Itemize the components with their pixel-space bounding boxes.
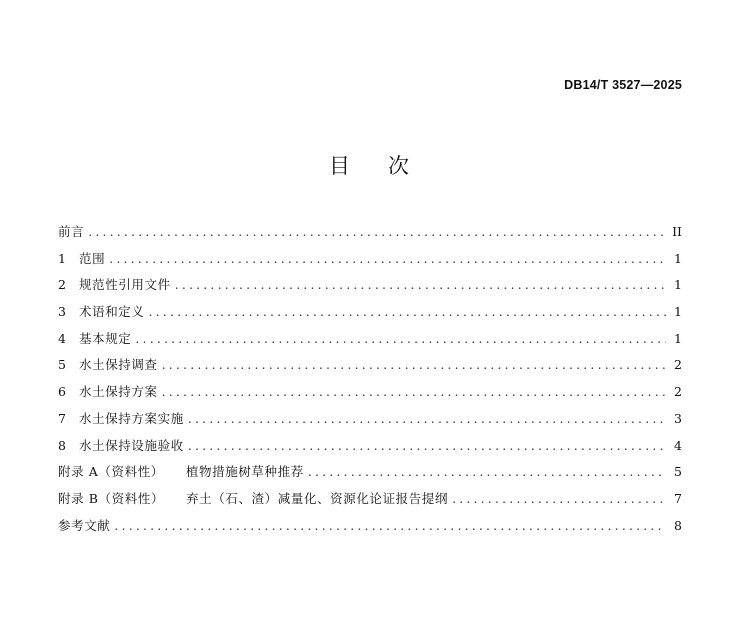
toc-entry-2[interactable]	[58, 275, 682, 302]
toc-leader-dots	[162, 384, 666, 399]
toc-leader-dots	[114, 518, 666, 533]
toc-entry-label: 参考文献	[58, 517, 111, 533]
toc-entry-label: 术语和定义	[79, 304, 145, 320]
toc-entry-preface[interactable]	[58, 222, 682, 249]
toc-entry-page: 1	[674, 330, 682, 346]
toc-entry-label: 水土保持方案	[79, 384, 158, 400]
toc-entry-page: 7	[674, 490, 682, 506]
toc-entry-label: 规范性引用文件	[79, 277, 171, 293]
toc-entry-page: 1	[674, 277, 682, 293]
toc-entry-page: 3	[674, 410, 682, 426]
toc-leader-dots	[175, 277, 666, 292]
toc-list	[58, 222, 682, 542]
toc-entry-label: 范围	[79, 250, 106, 266]
toc-leader-dots	[109, 251, 666, 266]
toc-entry-page: 5	[674, 464, 682, 480]
toc-entry-4[interactable]	[58, 329, 682, 356]
toc-entry-page: 1	[674, 250, 682, 266]
toc-leader-dots	[162, 357, 666, 372]
toc-entry-number: 7	[58, 410, 66, 426]
toc-entry-7[interactable]	[58, 409, 682, 436]
toc-entry-number: 6	[58, 384, 66, 400]
toc-entry-label: 水土保持设施验收	[79, 437, 184, 453]
toc-leader-dots	[135, 331, 666, 346]
toc-leader-dots	[149, 304, 666, 319]
toc-entry-page: II	[672, 224, 682, 239]
toc-entry-6[interactable]	[58, 382, 682, 409]
toc-entry-label: 基本规定	[79, 330, 132, 346]
toc-entry-label: 水土保持调查	[79, 357, 158, 373]
toc-entry-subtitle: 弃土（石、渣）减量化、资源化论证报告提纲	[186, 490, 449, 506]
toc-entry-label: 前言	[58, 224, 85, 239]
toc-entry-3[interactable]	[58, 302, 682, 329]
toc-leader-dots	[452, 491, 666, 506]
toc-entry-number: 8	[58, 437, 66, 453]
toc-entry-page: 2	[674, 357, 682, 373]
toc-entry-references[interactable]	[58, 516, 682, 543]
toc-leader-dots	[188, 438, 666, 453]
toc-entry-page: 4	[674, 437, 682, 453]
toc-entry-8[interactable]	[58, 436, 682, 463]
toc-entry-number: 3	[58, 304, 66, 320]
toc-title: 目次	[329, 154, 447, 178]
toc-entry-appendix-a[interactable]	[58, 462, 682, 489]
toc-entry-1[interactable]	[58, 249, 682, 276]
toc-entry-appendix-b[interactable]	[58, 489, 682, 516]
toc-entry-page: 1	[674, 304, 682, 320]
toc-entry-label: 水土保持方案实施	[79, 410, 184, 426]
toc-entry-subtitle: 植物措施树草种推荐	[185, 464, 304, 480]
toc-entry-page: 2	[674, 384, 682, 400]
toc-leader-dots	[188, 411, 666, 426]
toc-leader-dots	[308, 464, 666, 479]
document-code: DB14/T 3527—2025	[564, 78, 682, 92]
toc-entry-number: 5	[58, 357, 66, 373]
toc-entry-number: 1	[58, 250, 66, 266]
toc-entry-label: 附录 A（资料性）	[58, 464, 164, 480]
toc-entry-label: 附录 B（资料性）	[58, 490, 165, 506]
toc-entry-number: 4	[58, 330, 66, 346]
toc-leader-dots	[88, 224, 666, 239]
toc-entry-5[interactable]	[58, 355, 682, 382]
toc-entry-page: 8	[674, 517, 682, 533]
toc-entry-number: 2	[58, 277, 66, 293]
